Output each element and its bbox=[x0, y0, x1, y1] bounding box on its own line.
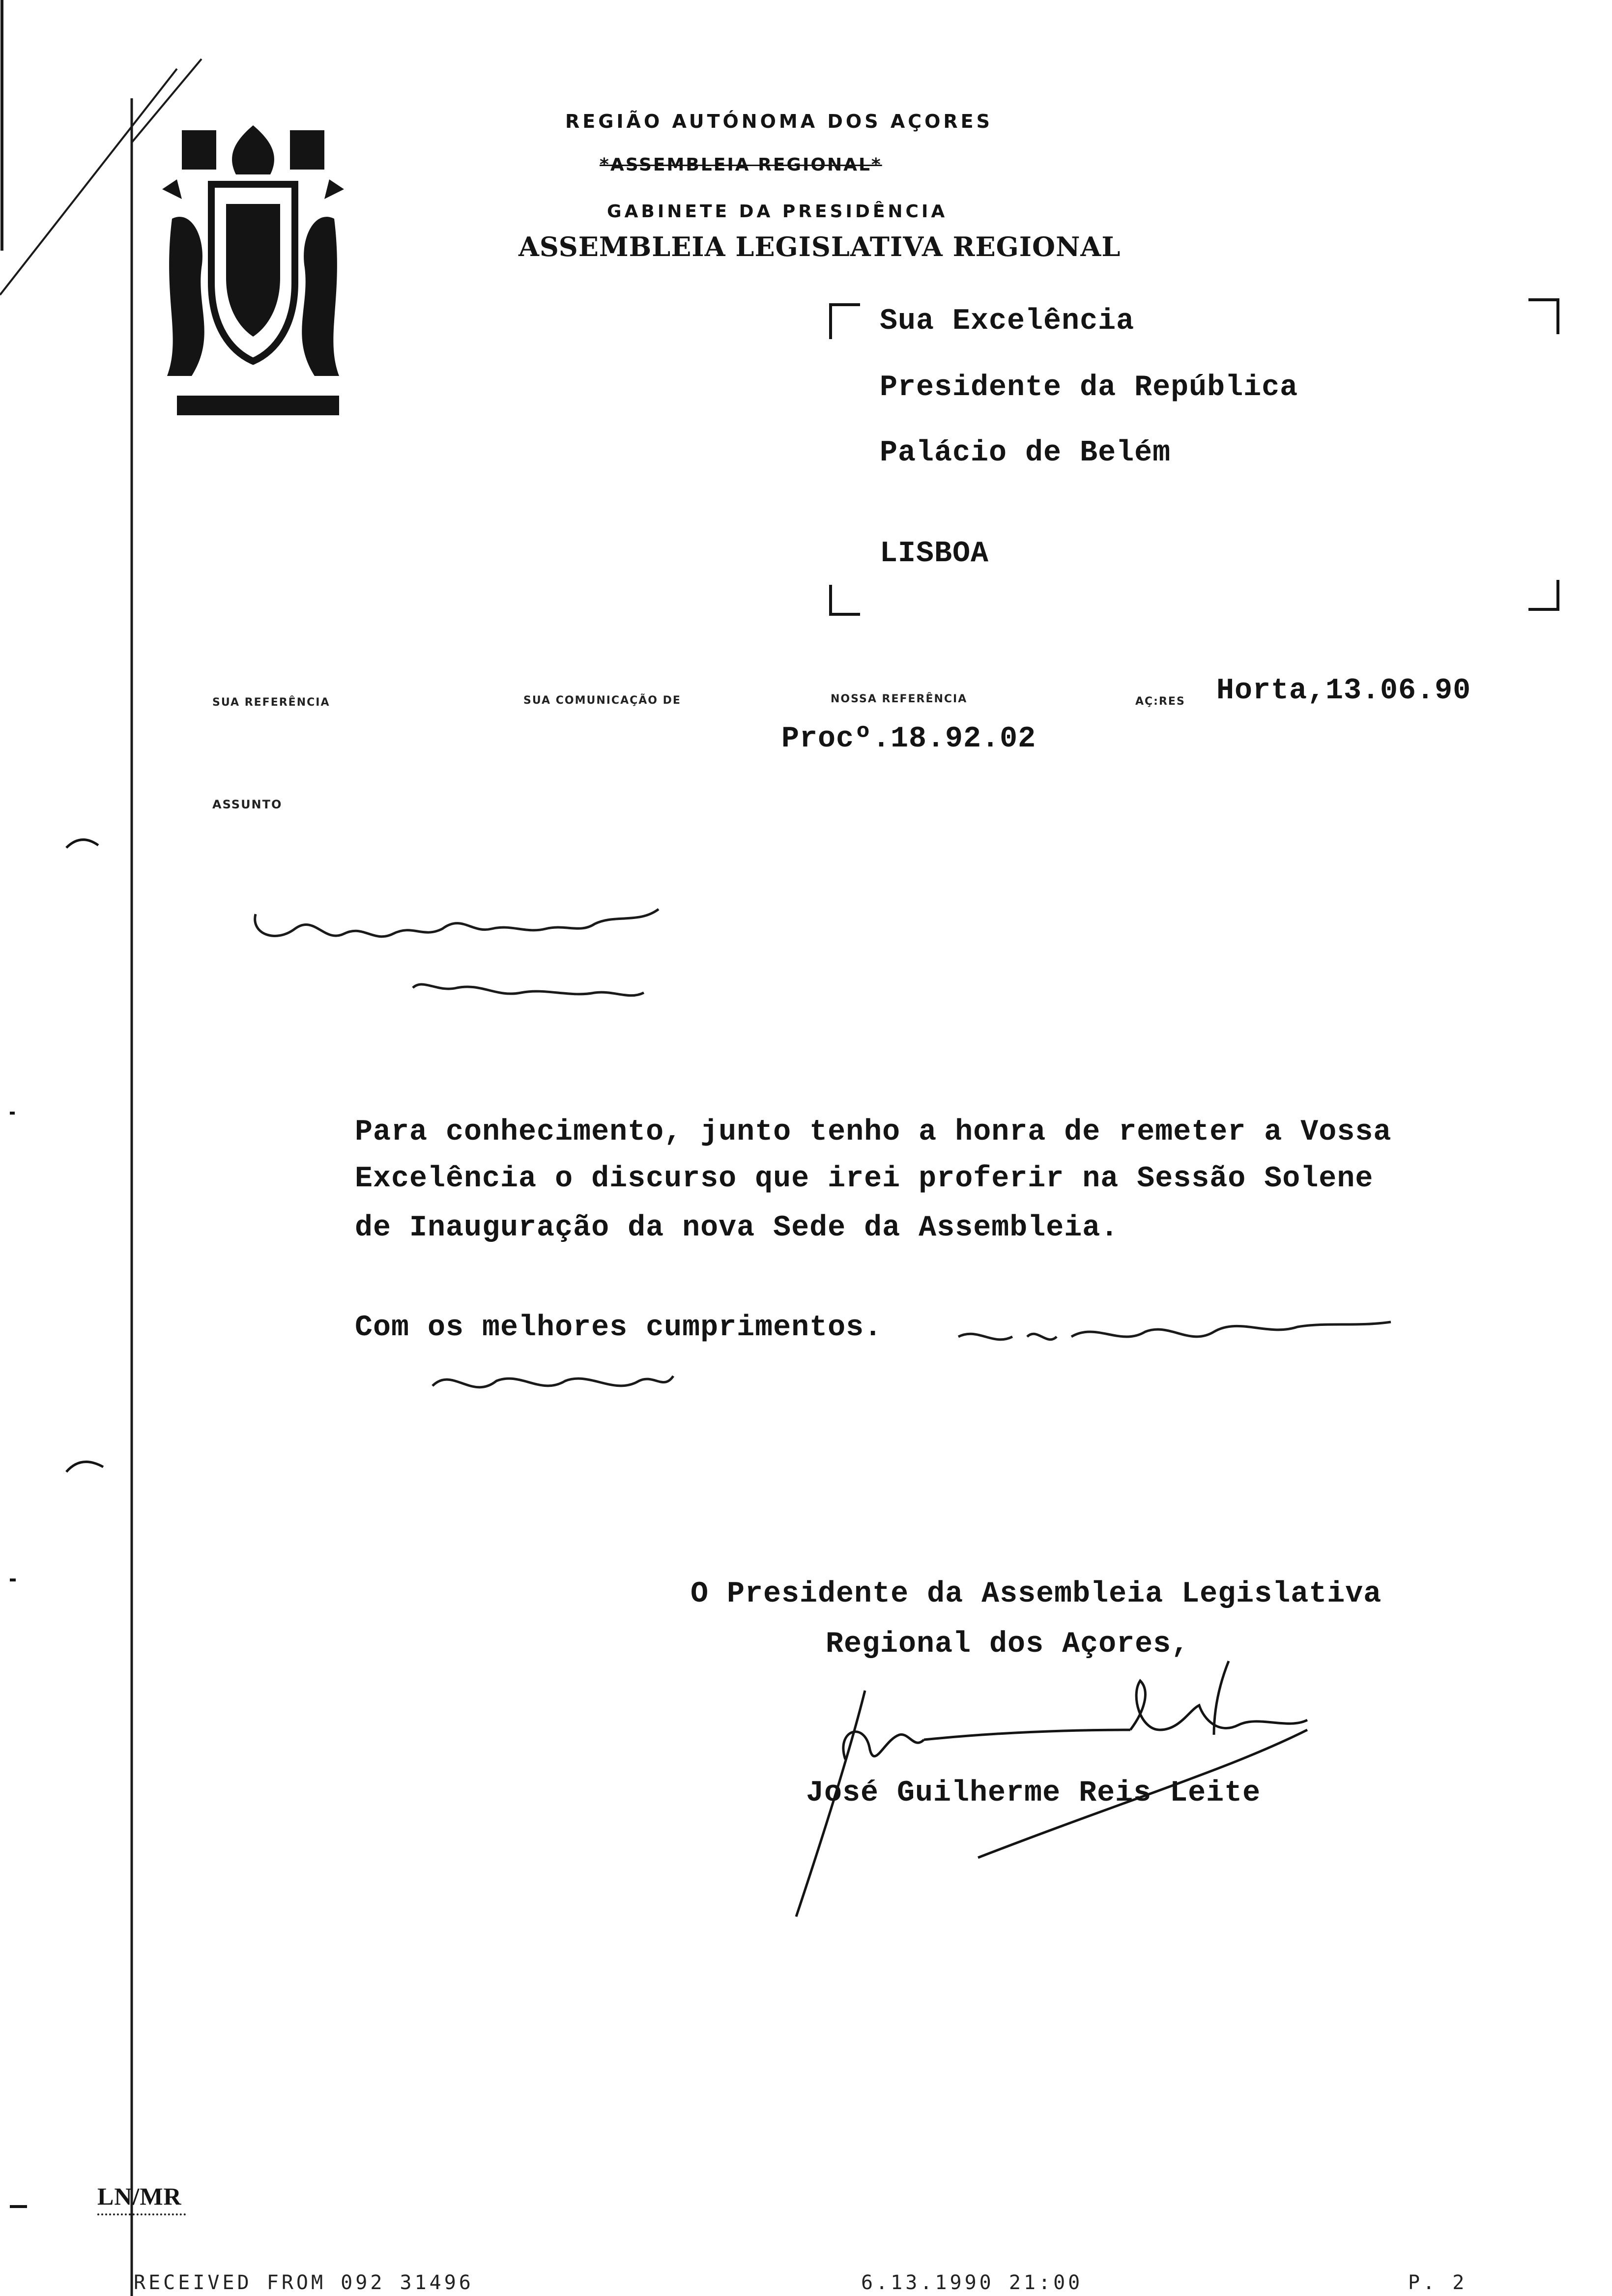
handwritten-closing bbox=[958, 1322, 1101, 1334]
recipient-line-1: Sua Excelência bbox=[880, 305, 1135, 338]
label-sua-comunicacao: SUA COMUNICAÇÃO DE bbox=[523, 694, 681, 707]
signature-title-line-2: Regional dos Açores, bbox=[826, 1628, 1190, 1661]
label-assunto: ASSUNTO bbox=[212, 798, 283, 811]
fax-datetime: 6.13.1990 21:00 bbox=[861, 2271, 1083, 2294]
place-date: Horta,13.06.90 bbox=[1216, 674, 1471, 708]
body-line-2: Excelência o discurso que irei proferir na Sessão Solene bbox=[355, 1162, 1374, 1196]
coat-of-arms-icon bbox=[162, 125, 344, 415]
closing-line: Com os melhores cumprimentos. bbox=[355, 1311, 883, 1345]
process-number: Procº.18.92.02 bbox=[781, 722, 1036, 756]
recipient-line-3: Palácio de Belém bbox=[880, 436, 1171, 470]
handwritten-salutation-strokes bbox=[255, 909, 659, 996]
handwritten-closing-1 bbox=[958, 1322, 1032, 1334]
handwritten-closing-2 bbox=[1035, 1322, 1101, 1334]
body-line-3: de Inauguração da nova Sede da Assembleia. bbox=[355, 1211, 1119, 1245]
letterhead-assembly: ASSEMBLEIA LEGISLATIVA REGIONAL bbox=[518, 231, 1121, 262]
label-sua-referencia: SUA REFERÊNCIA bbox=[212, 696, 330, 709]
letterhead-cabinet: GABINETE DA PRESIDÊNCIA bbox=[607, 201, 948, 222]
label-nossa-referencia: NOSSA REFERÊNCIA bbox=[831, 693, 968, 705]
handwritten-salutation-line-1 bbox=[256, 894, 387, 906]
label-acores: AÇ:RES bbox=[1135, 695, 1185, 708]
fax-received-from: RECEIVED FROM 092 31496 bbox=[134, 2271, 474, 2294]
recipient-line-2: Presidente da República bbox=[880, 371, 1298, 404]
punch-mark bbox=[66, 1462, 103, 1472]
handwritten-salutation-line-2 bbox=[390, 894, 444, 906]
diagonal-stroke bbox=[132, 59, 202, 143]
punch-mark bbox=[66, 840, 98, 848]
letterhead-region: REGIÃO AUTÓNOMA DOS AÇORES bbox=[565, 111, 993, 132]
handwritten-salutation bbox=[256, 894, 444, 906]
typist-initials: LN/MR bbox=[97, 2182, 186, 2215]
fax-page: P. 2 bbox=[1408, 2271, 1468, 2294]
letterhead-assembly-struck: *ASSEMBLEIA REGIONAL* bbox=[600, 155, 882, 175]
diagonal-stroke bbox=[0, 69, 177, 295]
signature-title-line-1: O Presidente da Assembleia Legislativa bbox=[691, 1578, 1382, 1611]
signatory-name: José Guilherme Reis Leite bbox=[806, 1777, 1261, 1810]
recipient-city: LISBOA bbox=[880, 537, 989, 571]
body-line-1: Para conhecimento, junto tenho a honra de remeter a Vossa bbox=[355, 1116, 1392, 1149]
